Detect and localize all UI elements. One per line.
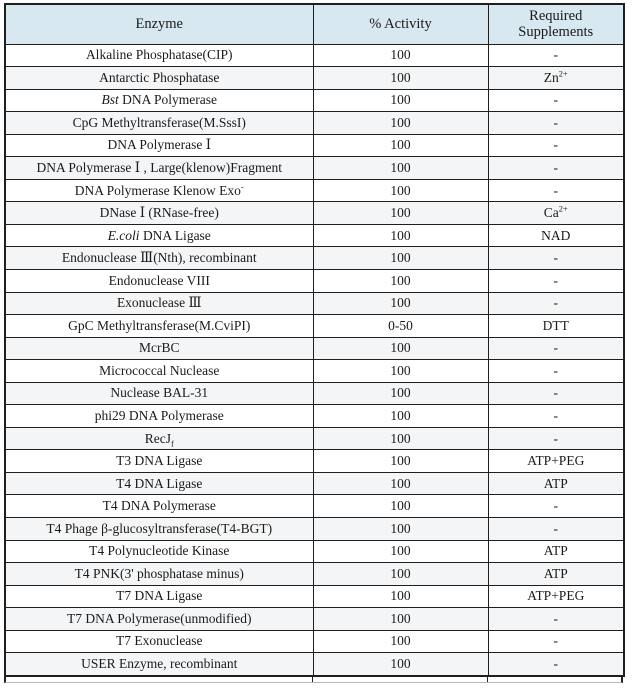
enzyme-cell: T7 DNA Polymerase(unmodified) (5, 608, 313, 631)
activity-cell: 100 (313, 67, 488, 90)
supplements-cell: ATP+PEG (488, 450, 624, 473)
column-header-activity: % Activity (313, 4, 488, 44)
supplements-cell: - (488, 44, 624, 67)
table-row (5, 224, 624, 247)
supplements-cell: - (488, 89, 624, 112)
supplements-cell: - (488, 247, 624, 270)
enzyme-activity-table (4, 3, 625, 677)
supplements-cell: - (488, 517, 624, 540)
enzyme-cell: Nuclease BAL-31 (5, 382, 313, 405)
activity-cell: 100 (313, 44, 488, 67)
enzyme-cell: T4 Polynucleotide Kinase (5, 540, 313, 563)
enzyme-cell: E.coli DNA Ligase (5, 224, 313, 247)
enzyme-cell: Bst DNA Polymerase (5, 89, 313, 112)
activity-cell: 100 (313, 405, 488, 428)
enzyme-cell: T7 DNA Ligase (5, 585, 313, 608)
supplements-cell: - (488, 360, 624, 383)
activity-cell: 100 (313, 540, 488, 563)
activity-cell: 100 (313, 630, 488, 653)
supplements-cell: - (488, 179, 624, 202)
activity-cell: 100 (313, 89, 488, 112)
column-header-enzyme: Enzyme (5, 4, 313, 44)
activity-cell: 100 (313, 179, 488, 202)
enzyme-cell: T7 Exonuclease (5, 630, 313, 653)
table-row (5, 247, 624, 270)
activity-cell: 100 (313, 157, 488, 180)
table-row (5, 608, 624, 631)
supplements-cell: - (488, 608, 624, 631)
supplements-cell: - (488, 427, 624, 450)
table-row (5, 179, 624, 202)
activity-cell: 100 (313, 495, 488, 518)
enzyme-cell: phi29 DNA Polymerase (5, 405, 313, 428)
enzyme-cell: T4 Phage β-glucosyltransferase(T4-BGT) (5, 517, 313, 540)
supplements-cell: - (488, 337, 624, 360)
supplements-cell: - (488, 405, 624, 428)
table-row (5, 202, 624, 225)
activity-cell: 100 (313, 247, 488, 270)
enzyme-cell: CpG Methyltransferase(M.SssI) (5, 112, 313, 135)
activity-cell: 100 (313, 269, 488, 292)
supplements-cell: - (488, 157, 624, 180)
supplements-cell: - (488, 382, 624, 405)
enzyme-cell: DNA Polymerase Klenow Exo- (5, 179, 313, 202)
enzyme-cell: RecJ$_f$ (5, 427, 313, 450)
enzyme-cell: Alkaline Phosphatase(CIP) (5, 44, 313, 67)
enzyme-cell: Exonuclease Ⅲ (5, 292, 313, 315)
supplements-cell: $Ca^{2+}$ (488, 202, 624, 225)
enzyme-cell: DNase Ⅰ (RNase-free) (5, 202, 313, 225)
table-row (5, 44, 624, 67)
activity-cell: 100 (313, 134, 488, 157)
supplements-cell: - (488, 495, 624, 518)
supplements-cell: - (488, 112, 624, 135)
supplements-cell: - (488, 134, 624, 157)
supplements-cell: ATP (488, 540, 624, 563)
table-row (5, 157, 624, 180)
table-row (5, 269, 624, 292)
column-header-required-supplements: Required Supplements (488, 4, 624, 44)
table-row (5, 653, 624, 676)
activity-cell: 100 (313, 563, 488, 586)
supplements-cell: ATP+PEG (488, 585, 624, 608)
table-row (5, 427, 624, 450)
table-row (5, 360, 624, 383)
table-row (5, 563, 624, 586)
cut-off-next-row (4, 677, 623, 683)
supplements-cell: NAD (488, 224, 624, 247)
table-row (5, 450, 624, 473)
supplements-cell: $Zn^{2+}$ (488, 67, 624, 90)
table-row (5, 134, 624, 157)
table-row (5, 89, 624, 112)
enzyme-cell: T4 PNK(3' phosphatase minus) (5, 563, 313, 586)
supplements-cell: ATP (488, 472, 624, 495)
enzyme-cell: DNA Polymerase Ⅰ , Large(klenow)Fragment (5, 157, 313, 180)
activity-cell: 100 (313, 292, 488, 315)
supplements-cell: - (488, 292, 624, 315)
enzyme-cell: DNA Polymerase Ⅰ (5, 134, 313, 157)
table-row (5, 292, 624, 315)
supplements-cell: ATP (488, 563, 624, 586)
enzyme-cell: USER Enzyme, recombinant (5, 653, 313, 676)
activity-cell: 100 (313, 585, 488, 608)
table-row (5, 315, 624, 338)
enzyme-cell: T4 DNA Ligase (5, 472, 313, 495)
table-row (5, 630, 624, 653)
enzyme-cell: Micrococcal Nuclease (5, 360, 313, 383)
header-row (5, 4, 624, 44)
table-row (5, 405, 624, 428)
table-body (5, 44, 624, 676)
table-row (5, 337, 624, 360)
supplements-cell: - (488, 630, 624, 653)
column-divider-stub (312, 677, 313, 682)
table-row (5, 540, 624, 563)
table-header (5, 4, 624, 44)
activity-cell: 100 (313, 224, 488, 247)
table-row (5, 67, 624, 90)
enzyme-cell: GpC Methyltransferase(M.CviPI) (5, 315, 313, 338)
activity-cell: 100 (313, 112, 488, 135)
activity-cell: 100 (313, 337, 488, 360)
enzyme-cell: Endonuclease Ⅲ(Nth), recombinant (5, 247, 313, 270)
table-row (5, 585, 624, 608)
table-row (5, 112, 624, 135)
enzyme-cell: McrBC (5, 337, 313, 360)
activity-cell: 100 (313, 653, 488, 676)
activity-cell: 100 (313, 360, 488, 383)
table-row (5, 382, 624, 405)
activity-cell: 100 (313, 450, 488, 473)
enzyme-cell: T4 DNA Polymerase (5, 495, 313, 518)
supplements-cell: DTT (488, 315, 624, 338)
activity-cell: 0-50 (313, 315, 488, 338)
enzyme-cell: T3 DNA Ligase (5, 450, 313, 473)
activity-cell: 100 (313, 382, 488, 405)
activity-cell: 100 (313, 427, 488, 450)
supplements-cell: - (488, 653, 624, 676)
supplements-cell: - (488, 269, 624, 292)
activity-cell: 100 (313, 517, 488, 540)
column-divider-stub (487, 677, 488, 682)
table-row (5, 495, 624, 518)
enzyme-cell: Antarctic Phosphatase (5, 67, 313, 90)
activity-cell: 100 (313, 608, 488, 631)
activity-cell: 100 (313, 202, 488, 225)
table-row (5, 517, 624, 540)
enzyme-cell: Endonuclease VIII (5, 269, 313, 292)
activity-cell: 100 (313, 472, 488, 495)
table-row (5, 472, 624, 495)
